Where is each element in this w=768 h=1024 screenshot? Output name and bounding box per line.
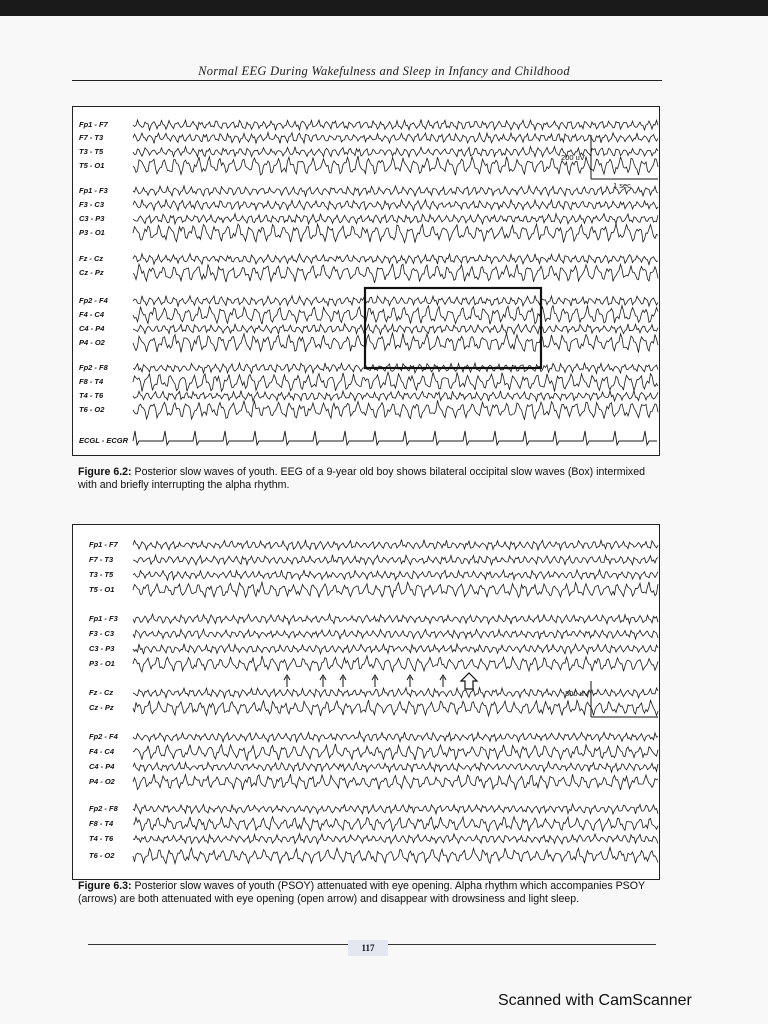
eeg-figure-6-2 [72,106,660,456]
channel-label: P4 - O2 [79,338,105,347]
channel-label: F4 - C4 [89,747,115,756]
eeg-trace [133,391,658,402]
channel-label: P4 - O2 [89,777,115,786]
figure-6-2-caption [78,466,658,492]
eeg-trace [133,372,658,391]
eeg-trace [133,264,658,283]
eeg-trace [133,700,658,716]
channel-label: Fz - Cz [79,254,104,263]
eeg-trace [133,582,658,598]
scanner-watermark: Scanned with CamScanner [498,992,692,1009]
channel-label: F3 - C3 [89,629,115,638]
caption-title: Figure 6.2: [78,466,132,478]
channel-label: T5 - O1 [79,161,105,170]
eeg-figure-6-3 [72,524,660,880]
eeg-trace [133,540,658,550]
channel-label: T4 - T6 [89,834,114,843]
eeg-trace [133,834,658,844]
channel-label: T6 - O2 [79,405,105,414]
channel-label: Fp1 - F3 [89,614,118,623]
eeg-trace [133,774,658,790]
eeg-trace [133,254,658,265]
channel-label: C4 - P4 [79,324,105,333]
eeg-trace [133,400,658,419]
eeg-trace [133,333,658,353]
page-number: 117 [348,940,388,956]
eeg-trace [133,324,658,335]
eeg-trace [133,848,658,864]
channel-label: Fz - Cz [89,688,114,697]
channel-label: C3 - P3 [89,644,115,653]
eye-opening-open-arrow [461,673,477,689]
channel-label: Fp2 - F8 [89,804,118,813]
eeg-trace [133,555,658,565]
eeg-trace [133,817,658,832]
calibration-time-label: 1 sec [613,181,631,190]
channel-label: ECGL - ECGR [79,436,129,445]
channel-label: T4 - T6 [79,391,104,400]
caption-text: Posterior slow waves of youth (PSOY) attenuated with eye opening. Alpha rhythm which accompanies PSOY (arrows) are both attenuated with eye opening (open arrow) and disappear with drowsiness and light sleep. [78,880,645,905]
channel-label: Fp2 - F8 [79,363,108,372]
channel-label: C4 - P4 [89,762,115,771]
eeg-trace [133,214,658,224]
eeg-trace [133,186,658,197]
channel-label: C3 - P3 [79,214,105,223]
caption-text: Posterior slow waves of youth. EEG of a 9-year old boy shows bilateral occipital slow waves (Box) intermixed with and briefly interrupting the alpha rhythm. [78,466,646,491]
channel-label: P3 - O1 [79,228,105,237]
eeg-trace [133,744,658,760]
channel-label: T3 - T5 [89,570,114,579]
header-rule [72,80,662,81]
ecg-trace [133,431,657,445]
top-dark-strip [0,0,768,16]
eeg-trace [133,732,658,742]
channel-label: F8 - T4 [89,819,114,828]
eeg-trace [133,305,658,324]
channel-label: F3 - C3 [79,200,105,209]
channel-label: Fp1 - F3 [79,186,108,195]
channel-label: F4 - C4 [79,310,105,319]
channel-label: Cz - Pz [79,268,104,277]
eeg-trace [133,762,658,773]
channel-label: Fp1 - F7 [89,540,118,549]
eeg-trace [133,804,658,814]
channel-label: F7 - T3 [79,133,104,142]
figure-6-3-caption [78,880,658,906]
caption-title: Figure 6.3: [78,880,132,892]
channel-label: Fp2 - F4 [89,732,118,741]
eeg-trace [133,199,658,210]
calibration-amplitude-label: 300 uV [565,689,589,698]
channel-label: T5 - O1 [89,585,115,594]
eeg-trace [133,644,658,655]
channel-label: F7 - T3 [89,555,114,564]
eeg-trace [133,224,658,243]
channel-label: F8 - T4 [79,377,104,386]
eeg-trace [133,570,658,580]
eeg-traces-figure-6-3 [73,525,661,881]
eeg-trace [133,614,658,624]
channel-label: Fp2 - F4 [79,296,108,305]
running-header: Normal EEG During Wakefulness and Sleep in Infancy and Childhood [198,64,570,78]
channel-label: Fp1 - F7 [79,120,108,129]
channel-label: T6 - O2 [89,851,115,860]
calibration-amplitude-label: 200 uV [561,153,585,162]
eeg-trace [133,629,658,639]
eeg-trace [133,296,658,307]
eeg-trace [133,133,658,144]
channel-label: P3 - O1 [89,659,115,668]
channel-label: Cz - Pz [89,703,114,712]
channel-label: T3 - T5 [79,147,104,156]
eeg-trace [133,656,658,672]
eeg-trace [133,120,658,131]
